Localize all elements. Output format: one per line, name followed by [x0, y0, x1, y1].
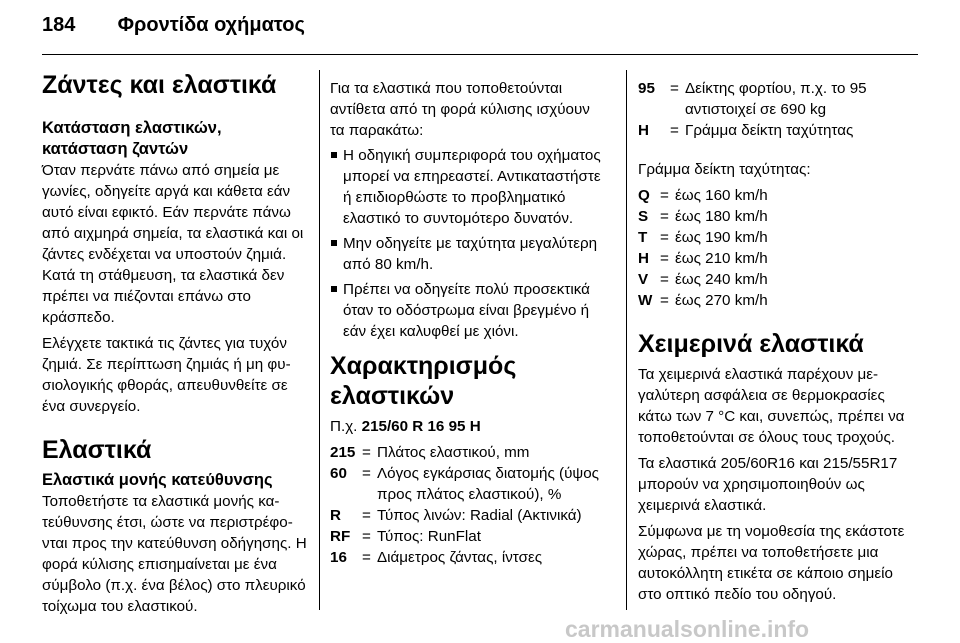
heading-directional-tyres: Ελαστικά μονής κατεύθυνσης [42, 471, 273, 489]
def-value: Τύπος: RunFlat [377, 528, 481, 545]
speed-row [638, 248, 906, 269]
paragraph: Ελέγχετε τακτικά τις ζάντες για τυχόν ζημιά. Σε περίπτωση ζημιάς ή μη φυσιολογικής φθοράς, απευθυνθείτε σε ένα συνεργείο. [42, 335, 291, 415]
header-divider [42, 54, 918, 55]
def-value: Γράμμα δείκτη ταχύτητας [685, 122, 854, 139]
speed-value: έως 240 km/h [675, 271, 768, 288]
def-key: 16 [330, 549, 347, 566]
paragraph: Γράμμα δείκτη ταχύτητας: [638, 161, 811, 178]
bullet-list [330, 145, 602, 342]
speed-index-list [638, 185, 906, 311]
heading-winter-tyres: Χειμερινά ελαστικά [638, 330, 864, 358]
definition-row [330, 442, 602, 463]
def-eq: = [362, 444, 371, 461]
speed-letter: T [638, 229, 648, 246]
paragraph: Τοποθετήστε τα ελαστικά μονής κατεύθυνσης έτσι, ώστε να περιστρέφονται προς την κατεύθυνση οδήγησης. Η φορά κύλισης επισημαίνεται με ένα σύμβολο (π.χ. ένα βέλος) στο πλευρικό τοίχωμα του ελαστικού. [42, 493, 307, 615]
definition-row [330, 547, 602, 568]
def-key: 60 [330, 465, 347, 482]
heading-tyres-and-wheels: Ζάντες και ελαστικά [42, 71, 277, 99]
speed-value: έως 160 km/h [675, 187, 768, 204]
def-value: Λόγος εγκάρσιας διατομής (ύψος προς πλάτος ελαστικού), % [377, 465, 599, 503]
speed-letter: Q [638, 187, 650, 204]
definition-row [638, 120, 906, 141]
def-eq: = [362, 465, 371, 482]
designation-list [330, 442, 602, 568]
designation-list-cont [638, 78, 906, 141]
def-value: Δείκτης φορτίου, π.χ. το 95 αντιστοιχεί σε 690 kg [685, 80, 867, 118]
example-code: 215/60 R 16 95 H [361, 418, 481, 435]
definition-row [330, 463, 602, 505]
def-eq: = [362, 507, 371, 524]
speed-value: έως 190 km/h [675, 229, 768, 246]
speed-row [638, 227, 906, 248]
def-eq: = [670, 80, 679, 97]
def-eq: = [670, 122, 679, 139]
speed-letter: H [638, 250, 649, 267]
heading-tyres: Ελαστικά [42, 436, 152, 464]
paragraph: Όταν περνάτε πάνω από σημεία με γωνίες, οδηγείτε αργά και κάθετα εάν αυτό είναι εφικτό. Εάν περνάτε πάνω από αιχμηρά σημεία, τα ελαστικά και οι ζάντες ενδέχεται να υποστούν ζημιά. Κατά τη στάθμευση, τα ελαστικά δεν πρέπει να πιέζονται επάνω στο κράσπεδο. [42, 162, 304, 326]
speed-row [638, 206, 906, 227]
def-eq: = [362, 528, 371, 545]
page-header [42, 14, 305, 37]
column-1 [42, 70, 307, 617]
def-eq: = [660, 208, 669, 225]
column-divider [319, 70, 320, 610]
speed-row [638, 290, 906, 311]
section-title: Φροντίδα οχήματος [117, 14, 305, 36]
def-eq: = [660, 292, 669, 309]
list-item: Μην οδηγείτε με ταχύτητα μεγαλύτερη από 80 km/h. [330, 233, 602, 275]
column-2 [330, 78, 602, 568]
speed-letter: V [638, 271, 649, 288]
def-eq: = [660, 187, 669, 204]
column-3 [638, 78, 906, 605]
definition-row [638, 78, 906, 120]
def-key: H [638, 122, 649, 139]
def-eq: = [660, 250, 669, 267]
def-value: Τύπος λινών: Radial (Ακτινικά) [377, 507, 582, 524]
paragraph: Σύμφωνα με τη νομοθεσία της εκάστοτε χώρας, πρέπει να τοποθετήσετε μια αυτοκόλλητη ετικέτα σε κάποιο σημείο στο οπτικό πεδίο του οδηγού. [638, 523, 905, 603]
speed-letter: W [638, 292, 653, 309]
paragraph: Τα χειμερινά ελαστικά παρέχουν μεγαλύτερη ασφάλεια σε θερμοκρασίες κάτω των 7 °C και, συνεπώς, πρέπει να τοποθετούνται σε όλους τους τροχούς. [638, 366, 905, 446]
def-value: Διάμετρος ζάντας, ίντσες [377, 549, 543, 566]
list-item: Η οδηγική συμπεριφορά του οχήματος μπορεί να επηρεαστεί. Αντικαταστήστε ή επιδιορθώστε το προβληματικό ελαστικό το συντομότερο δυνατόν. [330, 145, 602, 229]
def-key: R [330, 507, 341, 524]
def-eq: = [362, 549, 371, 566]
example-line [330, 416, 602, 437]
def-key: 215 [330, 444, 356, 461]
heading-tyre-designation: Χαρακτηρισμός ελαστικών [330, 352, 517, 410]
page-number: 184 [42, 14, 76, 36]
speed-row [638, 185, 906, 206]
speed-value: έως 180 km/h [675, 208, 768, 225]
column-divider [626, 70, 627, 610]
paragraph: Τα ελαστικά 205/60R16 και 215/55R17 μπορούν να χρησιμοποιηθούν ως χειμερινά ελαστικά. [638, 455, 898, 514]
def-value: Πλάτος ελαστικού, mm [377, 444, 530, 461]
speed-row [638, 269, 906, 290]
watermark: carmanualsonline.info [565, 616, 810, 642]
def-key: RF [330, 528, 351, 545]
example-prefix: Π.χ. [330, 418, 358, 435]
def-key: 95 [638, 80, 655, 97]
speed-value: έως 270 km/h [675, 292, 768, 309]
paragraph: Για τα ελαστικά που τοποθετούνται αντίθετα από τη φορά κύλισης ισχύουν τα παρακάτω: [330, 80, 590, 139]
speed-letter: S [638, 208, 649, 225]
heading-tyre-condition: Κατάσταση ελαστικών, κατάσταση ζαντών [42, 119, 222, 158]
list-item: Πρέπει να οδηγείτε πολύ προσεκτικά όταν το οδόστρωμα είναι βρεγμένο ή εάν έχει καλυφθεί με χιόνι. [330, 279, 602, 342]
definition-row [330, 505, 602, 526]
definition-row [330, 526, 602, 547]
def-eq: = [660, 229, 669, 246]
def-eq: = [660, 271, 669, 288]
speed-value: έως 210 km/h [675, 250, 768, 267]
